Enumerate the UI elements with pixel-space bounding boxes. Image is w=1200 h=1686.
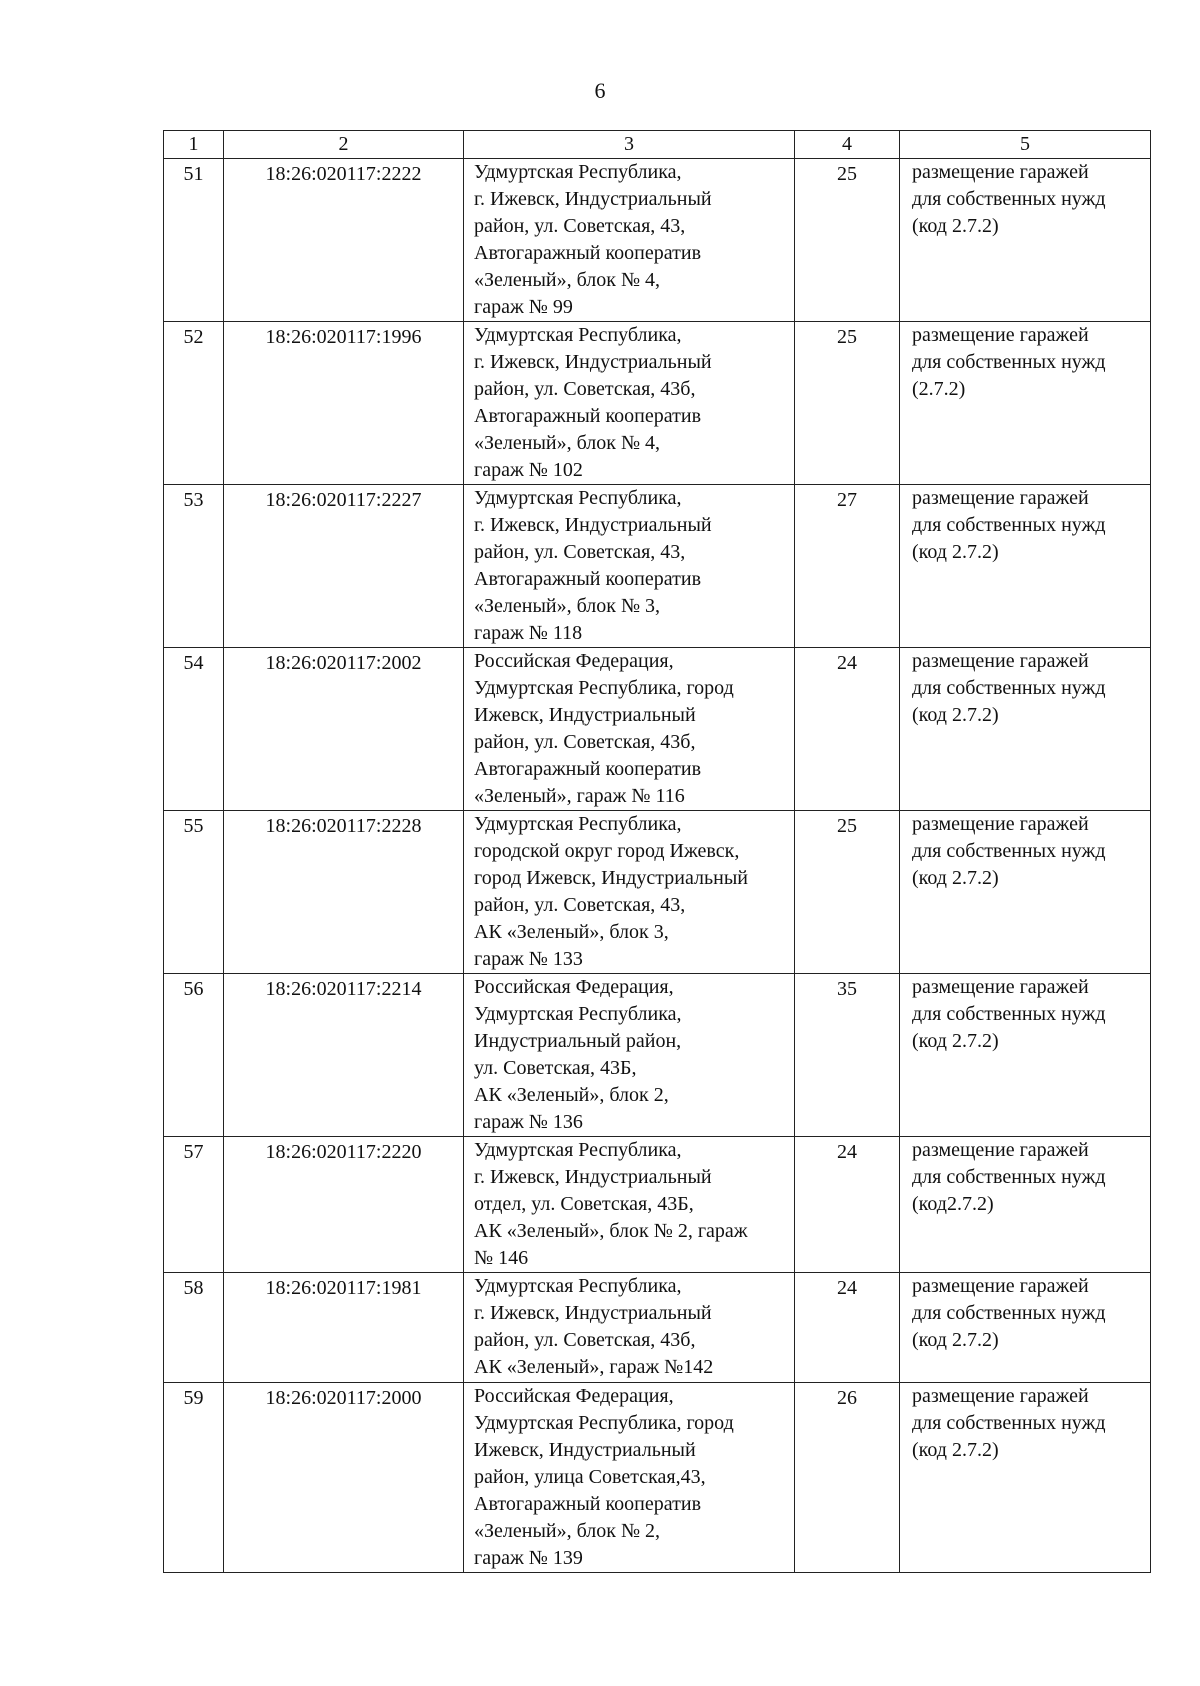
- cadastral-number-cell: 18:26:020117:1981: [224, 1273, 464, 1383]
- cadastral-number-cell: 18:26:020117:2000: [224, 1383, 464, 1573]
- column-header-2: 2: [224, 131, 464, 159]
- table-row: [164, 974, 1151, 1137]
- cadastral-number-cell: 18:26:020117:2220: [224, 1137, 464, 1273]
- area-cell: 35: [795, 974, 900, 1137]
- row-number-cell: 58: [164, 1273, 224, 1383]
- table-row: [164, 648, 1151, 811]
- row-number-cell: 52: [164, 322, 224, 485]
- table-row: [164, 159, 1151, 322]
- row-number-cell: 59: [164, 1383, 224, 1573]
- permitted-use-cell: размещение гаражей для собственных нужд (код2.7.2): [900, 1137, 1151, 1273]
- column-header-4: 4: [795, 131, 900, 159]
- cadastral-number-cell: 18:26:020117:2214: [224, 974, 464, 1137]
- address-cell: Удмуртская Республика, г. Ижевск, Индустриальный отдел, ул. Советская, 43Б, АК «Зеленый», блок № 2, гараж № 146: [464, 1137, 795, 1273]
- address-cell: Удмуртская Республика, г. Ижевск, Индустриальный район, ул. Советская, 43, Автогаражный кооператив «Зеленый», блок № 3, гараж № 118: [464, 485, 795, 648]
- area-cell: 25: [795, 811, 900, 974]
- cadastral-number-cell: 18:26:020117:1996: [224, 322, 464, 485]
- land-plots-table: [163, 130, 1151, 1573]
- row-number-cell: 55: [164, 811, 224, 974]
- permitted-use-cell: размещение гаражей для собственных нужд (код 2.7.2): [900, 974, 1151, 1137]
- page-number: 6: [594, 78, 606, 103]
- address-cell: Российская Федерация, Удмуртская Республика, город Ижевск, Индустриальный район, ул. Советская, 43б, Автогаражный кооператив «Зеленый», гараж № 116: [464, 648, 795, 811]
- cadastral-number-cell: 18:26:020117:2228: [224, 811, 464, 974]
- permitted-use-cell: размещение гаражей для собственных нужд (код 2.7.2): [900, 1273, 1151, 1383]
- row-number-cell: 53: [164, 485, 224, 648]
- area-cell: 25: [795, 322, 900, 485]
- address-cell: Российская Федерация, Удмуртская Республика, Индустриальный район, ул. Советская, 43Б, АК «Зеленый», блок 2, гараж № 136: [464, 974, 795, 1137]
- cadastral-number-cell: 18:26:020117:2222: [224, 159, 464, 322]
- permitted-use-cell: размещение гаражей для собственных нужд (код 2.7.2): [900, 159, 1151, 322]
- row-number-cell: 57: [164, 1137, 224, 1273]
- table-row: [164, 322, 1151, 485]
- table-header-row: [164, 131, 1151, 159]
- cadastral-number-cell: 18:26:020117:2002: [224, 648, 464, 811]
- table-row: [164, 485, 1151, 648]
- table-row: [164, 1137, 1151, 1273]
- table-row: [164, 811, 1151, 974]
- permitted-use-cell: размещение гаражей для собственных нужд (2.7.2): [900, 322, 1151, 485]
- area-cell: 25: [795, 159, 900, 322]
- area-cell: 27: [795, 485, 900, 648]
- area-cell: 24: [795, 648, 900, 811]
- area-cell: 24: [795, 1273, 900, 1383]
- address-cell: Удмуртская Республика, г. Ижевск, Индустриальный район, ул. Советская, 43б, Автогаражный кооператив «Зеленый», блок № 4, гараж № 102: [464, 322, 795, 485]
- area-cell: 24: [795, 1137, 900, 1273]
- address-cell: Российская Федерация, Удмуртская Республика, город Ижевск, Индустриальный район, улица Советская,43, Автогаражный кооператив «Зеленый», блок № 2, гараж № 139: [464, 1383, 795, 1573]
- row-number-cell: 51: [164, 159, 224, 322]
- table-row: [164, 1273, 1151, 1383]
- cadastral-number-cell: 18:26:020117:2227: [224, 485, 464, 648]
- permitted-use-cell: размещение гаражей для собственных нужд (код 2.7.2): [900, 648, 1151, 811]
- table-row: [164, 1383, 1151, 1573]
- area-cell: 26: [795, 1383, 900, 1573]
- address-cell: Удмуртская Республика, г. Ижевск, Индустриальный район, ул. Советская, 43, Автогаражный кооператив «Зеленый», блок № 4, гараж № 99: [464, 159, 795, 322]
- permitted-use-cell: размещение гаражей для собственных нужд (код 2.7.2): [900, 1383, 1151, 1573]
- column-header-5: 5: [900, 131, 1151, 159]
- row-number-cell: 56: [164, 974, 224, 1137]
- address-cell: Удмуртская Республика, г. Ижевск, Индустриальный район, ул. Советская, 43б, АК «Зеленый», гараж №142: [464, 1273, 795, 1383]
- column-header-3: 3: [464, 131, 795, 159]
- permitted-use-cell: размещение гаражей для собственных нужд (код 2.7.2): [900, 811, 1151, 974]
- address-cell: Удмуртская Республика, городской округ город Ижевск, город Ижевск, Индустриальный район, ул. Советская, 43, АК «Зеленый», блок 3, гараж № 133: [464, 811, 795, 974]
- column-header-1: 1: [164, 131, 224, 159]
- row-number-cell: 54: [164, 648, 224, 811]
- permitted-use-cell: размещение гаражей для собственных нужд (код 2.7.2): [900, 485, 1151, 648]
